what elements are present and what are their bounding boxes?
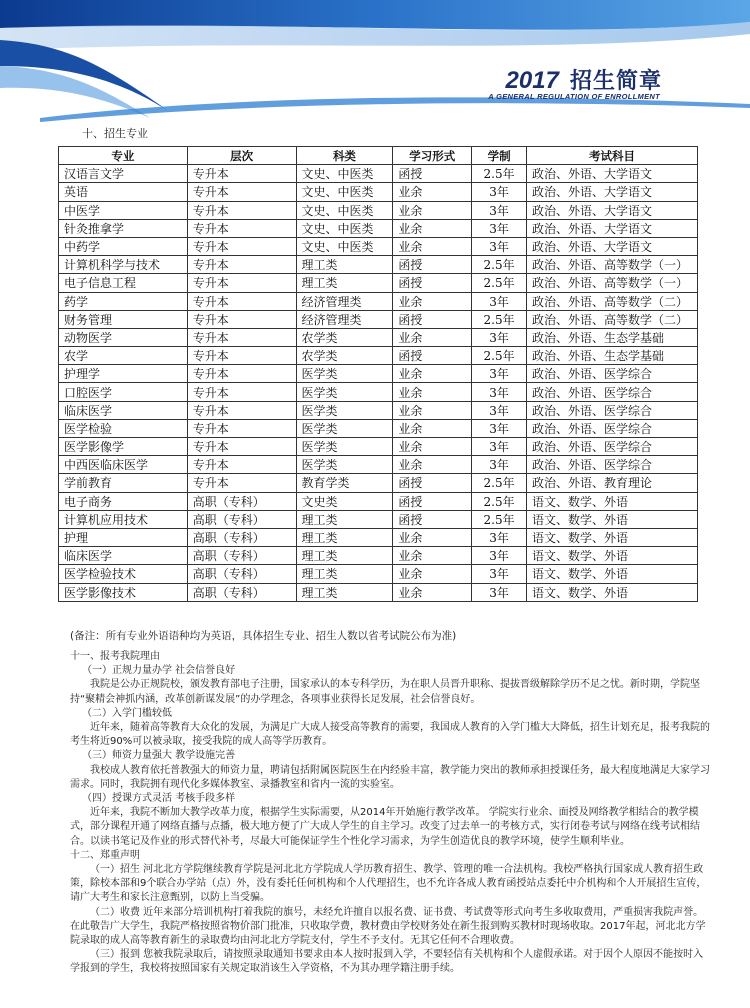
table-row xyxy=(59,456,698,474)
cell-exam-subjects: 语文、数学、外语 xyxy=(527,583,698,601)
cell-level: 专升本 xyxy=(187,256,296,274)
table-header-row xyxy=(59,147,698,165)
cell-exam-subjects: 政治、外语、大学语文 xyxy=(527,201,698,219)
cell-category: 文史类 xyxy=(296,492,393,510)
cell-study-form: 业余 xyxy=(393,383,472,401)
cell-level: 专升本 xyxy=(187,292,296,310)
cell-duration: 3年 xyxy=(472,328,527,346)
paragraph: 我院是公办正规院校，颁发教育部电子注册，国家承认的本专科学历，为在职人员晋升职称、提拔晋级解除学历不足之忧。新时期，学院坚持“聚精会神抓内涵，改革创新谋发展”的办学理念，各项事业获得长足发展，社会信誉良好。 xyxy=(70,679,700,705)
table-row xyxy=(59,328,698,346)
cell-exam-subjects: 政治、外语、医学综合 xyxy=(527,401,698,419)
header-banner xyxy=(0,0,750,125)
cell-duration: 3年 xyxy=(472,237,527,255)
cell-major: 中西医临床医学 xyxy=(59,456,188,474)
cell-level: 专升本 xyxy=(187,438,296,456)
cell-category: 理工类 xyxy=(296,583,393,601)
cell-study-form: 业余 xyxy=(393,547,472,565)
cell-major: 计算机科学与技术 xyxy=(59,256,188,274)
cell-duration: 3年 xyxy=(472,438,527,456)
cell-exam-subjects: 政治、外语、医学综合 xyxy=(527,419,698,437)
cell-study-form: 业余 xyxy=(393,219,472,237)
cell-level: 专升本 xyxy=(187,274,296,292)
cell-exam-subjects: 政治、外语、高等数学（一） xyxy=(527,256,698,274)
cell-study-form: 业余 xyxy=(393,292,472,310)
cell-study-form: 函授 xyxy=(393,165,472,183)
table-row xyxy=(59,310,698,328)
cell-duration: 2.5年 xyxy=(472,165,527,183)
table-row xyxy=(59,419,698,437)
header-major: 专业 xyxy=(59,147,188,165)
cell-study-form: 业余 xyxy=(393,183,472,201)
paragraph: 近年来，我院不断加大教学改革力度，根据学生实际需要，从2014年开始施行教学改革。 学院实行业余、面授及网络教学相结合的教学模式，部分课程开通了网络直播与点播，极大地方便了广大成人学生的自主学习。改变了过去单一的考核方式，实行闭卷考试与网络在线考试相结合。以读书笔记及作业的形式替代补考，尽最大可能保证学生个性化学习需求，为学生创造优良的教学环境，使学生顺利毕业。 xyxy=(70,807,700,847)
majors-table xyxy=(58,146,698,602)
cell-category: 理工类 xyxy=(296,256,393,274)
brand-title: 招生简章 xyxy=(569,69,662,94)
table-row xyxy=(59,510,698,528)
cell-study-form: 业余 xyxy=(393,328,472,346)
cell-category: 教育学类 xyxy=(296,474,393,492)
subsection-title: （三）师资力量强大 教学设施完善 xyxy=(82,750,236,762)
cell-level: 专升本 xyxy=(187,474,296,492)
cell-level: 高职（专科） xyxy=(187,510,296,528)
table-row xyxy=(59,401,698,419)
cell-level: 高职（专科） xyxy=(187,565,296,583)
cell-major: 护理 xyxy=(59,528,188,546)
cell-category: 文史、中医类 xyxy=(296,219,393,237)
cell-exam-subjects: 政治、外语、高等数学（二） xyxy=(527,292,698,310)
table-row xyxy=(59,383,698,401)
cell-category: 医学类 xyxy=(296,401,393,419)
cell-major: 农学 xyxy=(59,347,188,365)
cell-category: 文史、中医类 xyxy=(296,201,393,219)
brand-subtitle: A GENERAL REGULATION OF ENROLLMENT xyxy=(488,92,660,101)
cell-duration: 2.5年 xyxy=(472,347,527,365)
cell-major: 计算机应用技术 xyxy=(59,510,188,528)
cell-exam-subjects: 政治、外语、医学综合 xyxy=(527,438,698,456)
cell-level: 专升本 xyxy=(187,365,296,383)
cell-level: 专升本 xyxy=(187,347,296,365)
cell-major: 医学影像技术 xyxy=(59,583,188,601)
cell-level: 专升本 xyxy=(187,419,296,437)
table-row xyxy=(59,237,698,255)
paragraph: （一）招生 河北北方学院继续教育学院是河北北方学院成人学历教育招生、教学、管理的唯一合法机构。我校严格执行国家成人教育招生政策，除校本部和9个联合办学站（点）外，没有委托任何机构和个人代理招生，也不允许各成人教育函授站点委托中介机构和个人开展招生宣传，请广大考生和家长注意甄别，以防上当受骗。 xyxy=(70,864,707,904)
cell-category: 医学类 xyxy=(296,438,393,456)
header-level: 层次 xyxy=(187,147,296,165)
cell-major: 财务管理 xyxy=(59,310,188,328)
table-row xyxy=(59,274,698,292)
header-study-form: 学习形式 xyxy=(393,147,472,165)
section-heading: 十一、报考我院理由 xyxy=(70,651,160,662)
cell-study-form: 业余 xyxy=(393,419,472,437)
cell-major: 学前教育 xyxy=(59,474,188,492)
cell-level: 专升本 xyxy=(187,456,296,474)
cell-level: 专升本 xyxy=(187,310,296,328)
cell-major: 动物医学 xyxy=(59,328,188,346)
cell-level: 专升本 xyxy=(187,201,296,219)
table-row xyxy=(59,492,698,510)
cell-duration: 3年 xyxy=(472,583,527,601)
cell-exam-subjects: 政治、外语、医学综合 xyxy=(527,365,698,383)
cell-duration: 2.5年 xyxy=(472,256,527,274)
cell-level: 专升本 xyxy=(187,383,296,401)
cell-duration: 3年 xyxy=(472,219,527,237)
table-row xyxy=(59,474,698,492)
table-row xyxy=(59,256,698,274)
cell-category: 理工类 xyxy=(296,528,393,546)
cell-major: 临床医学 xyxy=(59,547,188,565)
brand-block xyxy=(506,64,663,95)
cell-exam-subjects: 语文、数学、外语 xyxy=(527,510,698,528)
cell-study-form: 函授 xyxy=(393,492,472,510)
subsection-title: （一）正规力量办学 社会信誉良好 xyxy=(82,665,236,677)
paragraph: 近年来，随着高等教育大众化的发展，为满足广大成人接受高等教育的需要，我国成人教育的入学门槛大大降低，招生计划充足，报考我院的考生将近90%可以被录取，接受我院的成人高等学历教育。 xyxy=(70,722,710,748)
cell-level: 专升本 xyxy=(187,219,296,237)
cell-exam-subjects: 政治、外语、大学语文 xyxy=(527,237,698,255)
cell-exam-subjects: 政治、外语、大学语文 xyxy=(527,183,698,201)
cell-study-form: 函授 xyxy=(393,310,472,328)
cell-duration: 3年 xyxy=(472,565,527,583)
table-note: (备注：所有专业外语语种均为英语，具体招生专业、招生人数以省考试院公布为准) xyxy=(70,630,457,642)
cell-duration: 3年 xyxy=(472,419,527,437)
paragraph: （三）报到 您被我院录取后，请按照录取通知书要求由本人按时报到入学，不要轻信有关机构和个人虚假承诺。对于因个人原因不能按时入学报到的学生，我校将按照国家有关规定取消该生入学资格，不为其办理学籍注册手续。 xyxy=(70,949,704,975)
cell-study-form: 业余 xyxy=(393,565,472,583)
cell-duration: 2.5年 xyxy=(472,274,527,292)
cell-duration: 2.5年 xyxy=(472,474,527,492)
cell-study-form: 业余 xyxy=(393,201,472,219)
table-row xyxy=(59,347,698,365)
cell-category: 医学类 xyxy=(296,383,393,401)
section-title-majors: 十、招生专业 xyxy=(82,127,148,140)
cell-study-form: 业余 xyxy=(393,528,472,546)
cell-study-form: 函授 xyxy=(393,256,472,274)
cell-category: 理工类 xyxy=(296,547,393,565)
cell-study-form: 业余 xyxy=(393,401,472,419)
table-row xyxy=(59,583,698,601)
cell-duration: 3年 xyxy=(472,365,527,383)
cell-exam-subjects: 政治、外语、高等数学（二） xyxy=(527,310,698,328)
cell-major: 护理学 xyxy=(59,365,188,383)
cell-exam-subjects: 政治、外语、医学综合 xyxy=(527,456,698,474)
cell-duration: 3年 xyxy=(472,528,527,546)
header-exam-subjects: 考试科目 xyxy=(527,147,698,165)
table-row xyxy=(59,547,698,565)
cell-level: 专升本 xyxy=(187,237,296,255)
cell-category: 医学类 xyxy=(296,419,393,437)
cell-level: 专升本 xyxy=(187,401,296,419)
cell-study-form: 业余 xyxy=(393,237,472,255)
paragraph: 我校成人教育依托普教强大的师资力量，聘请包括附属医院医生在内经验丰富，教学能力突出的教师承担授课任务，最大程度地满足大家学习需求。同时，我院拥有现代化多媒体教室、录播教室和省内一流的实验室。 xyxy=(70,764,710,790)
cell-exam-subjects: 语文、数学、外语 xyxy=(527,547,698,565)
table-row xyxy=(59,565,698,583)
cell-duration: 3年 xyxy=(472,292,527,310)
cell-major: 电子信息工程 xyxy=(59,274,188,292)
cell-exam-subjects: 政治、外语、高等数学（一） xyxy=(527,274,698,292)
body-sections xyxy=(70,650,710,977)
banner-top-band xyxy=(0,0,750,30)
table-body xyxy=(59,165,698,602)
cell-duration: 3年 xyxy=(472,383,527,401)
cell-duration: 3年 xyxy=(472,456,527,474)
table-row xyxy=(59,438,698,456)
cell-level: 高职（专科） xyxy=(187,583,296,601)
cell-study-form: 函授 xyxy=(393,510,472,528)
cell-study-form: 函授 xyxy=(393,474,472,492)
cell-category: 文史、中医类 xyxy=(296,183,393,201)
cell-level: 高职（专科） xyxy=(187,547,296,565)
cell-major: 口腔医学 xyxy=(59,383,188,401)
cell-duration: 3年 xyxy=(472,201,527,219)
cell-major: 医学检验技术 xyxy=(59,565,188,583)
cell-category: 农学类 xyxy=(296,347,393,365)
cell-study-form: 业余 xyxy=(393,438,472,456)
cell-exam-subjects: 政治、外语、教育理论 xyxy=(527,474,698,492)
table-row xyxy=(59,292,698,310)
table-row xyxy=(59,365,698,383)
paragraph: （二）收费 近年来部分培训机构打着我院的旗号，未经允许擅自以报名费、证书费、考试费等形式向考生多收取费用，严重损害我院声誉。在此敬告广大学生，我院严格按照省物价部门批准，只收取学费，教材费由学校财务处在新生报到购买教材时现场收取。2017年起，河北北方学院录取的成人高等教育新生的录取费均由河北北方学院支付，学生不予支付。无其它任何不合理收费。 xyxy=(70,906,706,947)
cell-major: 针灸推拿学 xyxy=(59,219,188,237)
cell-level: 专升本 xyxy=(187,165,296,183)
banner-curve xyxy=(40,97,750,122)
cell-level: 专升本 xyxy=(187,328,296,346)
table-row xyxy=(59,219,698,237)
cell-major: 医学检验 xyxy=(59,419,188,437)
cell-major: 药学 xyxy=(59,292,188,310)
cell-level: 高职（专科） xyxy=(187,492,296,510)
cell-study-form: 函授 xyxy=(393,347,472,365)
cell-major: 临床医学 xyxy=(59,401,188,419)
cell-duration: 3年 xyxy=(472,401,527,419)
cell-exam-subjects: 政治、外语、医学综合 xyxy=(527,383,698,401)
cell-major: 医学影像学 xyxy=(59,438,188,456)
cell-category: 农学类 xyxy=(296,328,393,346)
cell-study-form: 业余 xyxy=(393,365,472,383)
cell-major: 电子商务 xyxy=(59,492,188,510)
cell-major: 中医学 xyxy=(59,201,188,219)
cell-level: 专升本 xyxy=(187,183,296,201)
cell-duration: 2.5年 xyxy=(472,510,527,528)
header-category: 科类 xyxy=(296,147,393,165)
cell-category: 经济管理类 xyxy=(296,292,393,310)
cell-level: 高职（专科） xyxy=(187,528,296,546)
table-row xyxy=(59,165,698,183)
section-heading: 十二、郑重声明 xyxy=(70,849,140,861)
cell-major: 汉语言文学 xyxy=(59,165,188,183)
cell-study-form: 业余 xyxy=(393,456,472,474)
cell-major: 中药学 xyxy=(59,237,188,255)
cell-duration: 3年 xyxy=(472,183,527,201)
cell-duration: 2.5年 xyxy=(472,492,527,510)
cell-category: 医学类 xyxy=(296,365,393,383)
brand-year: 2017 xyxy=(505,67,559,94)
cell-study-form: 业余 xyxy=(393,583,472,601)
header-duration: 学制 xyxy=(472,147,527,165)
cell-exam-subjects: 语文、数学、外语 xyxy=(527,528,698,546)
cell-category: 医学类 xyxy=(296,456,393,474)
cell-exam-subjects: 语文、数学、外语 xyxy=(527,565,698,583)
table-row xyxy=(59,201,698,219)
cell-exam-subjects: 政治、外语、大学语文 xyxy=(527,219,698,237)
table-row xyxy=(59,183,698,201)
cell-duration: 3年 xyxy=(472,547,527,565)
cell-category: 理工类 xyxy=(296,565,393,583)
cell-major: 英语 xyxy=(59,183,188,201)
subsection-title: （二）入学门槛较低 xyxy=(82,707,172,719)
cell-category: 文史、中医类 xyxy=(296,237,393,255)
table-row xyxy=(59,528,698,546)
cell-exam-subjects: 语文、数学、外语 xyxy=(527,492,698,510)
cell-duration: 2.5年 xyxy=(472,310,527,328)
cell-category: 文史、中医类 xyxy=(296,165,393,183)
cell-exam-subjects: 政治、外语、生态学基础 xyxy=(527,328,698,346)
cell-exam-subjects: 政治、外语、生态学基础 xyxy=(527,347,698,365)
cell-category: 理工类 xyxy=(296,274,393,292)
cell-category: 理工类 xyxy=(296,510,393,528)
cell-exam-subjects: 政治、外语、大学语文 xyxy=(527,165,698,183)
cell-study-form: 函授 xyxy=(393,274,472,292)
cell-category: 经济管理类 xyxy=(296,310,393,328)
subsection-title: （四）授课方式灵活 考核手段多样 xyxy=(82,793,236,805)
